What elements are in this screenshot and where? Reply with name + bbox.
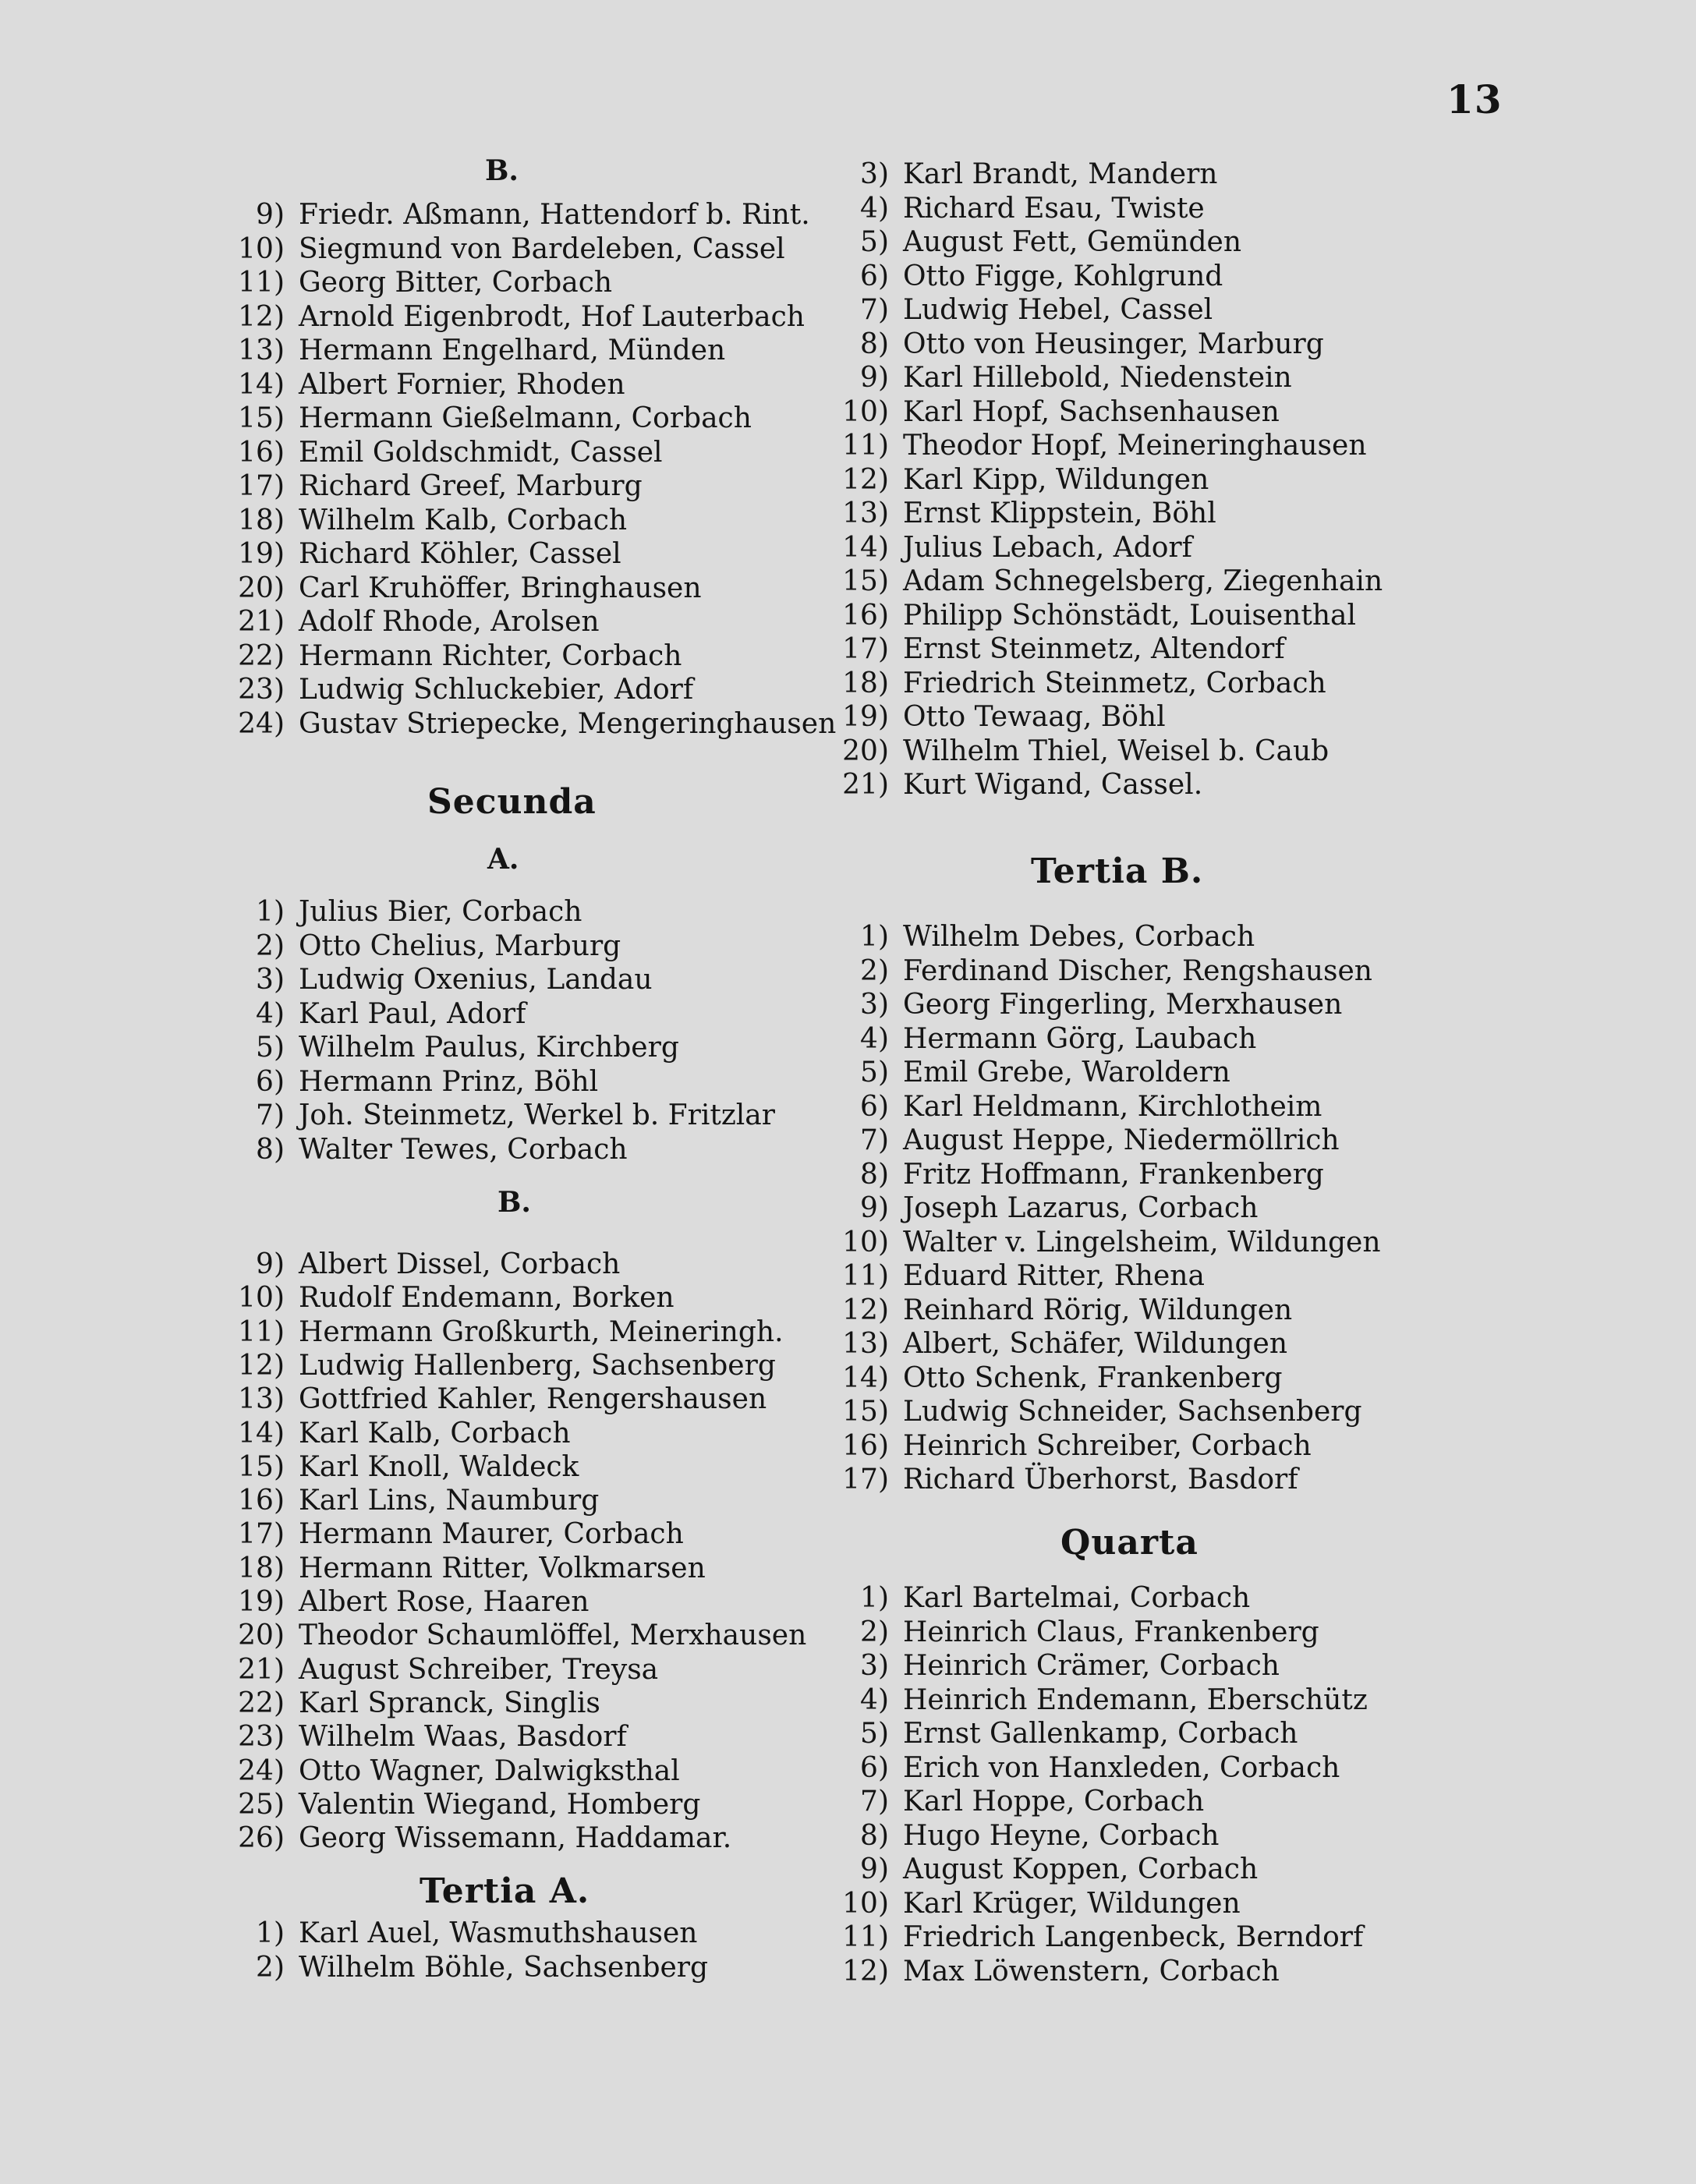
list-item — [819, 1616, 1319, 1649]
entry-name-place: Heinrich Crämer, Corbach — [903, 1650, 1280, 1682]
entry-name-place: Walter v. Lingelsheim, Wildungen — [903, 1226, 1381, 1258]
entry-number: 17) — [238, 470, 285, 502]
entry-name-place: Friedrich Langenbeck, Berndorf — [903, 1921, 1364, 1953]
entry-number: 1) — [860, 1582, 889, 1614]
entry-number: 13) — [842, 497, 889, 529]
entry-number: 9) — [256, 1248, 285, 1280]
list-item — [819, 565, 1383, 598]
list-item — [214, 1281, 675, 1315]
entry-name-place: Albert Dissel, Corbach — [299, 1248, 621, 1280]
list-item — [819, 1124, 1340, 1157]
entry-name-place: August Fett, Gemünden — [903, 226, 1242, 258]
list-item — [819, 1785, 1204, 1818]
entry-name-place: Karl Kipp, Wildungen — [903, 463, 1209, 496]
list-item — [819, 700, 1166, 734]
list-item — [819, 1327, 1287, 1361]
entry-name-place: Wilhelm Debes, Corbach — [903, 921, 1255, 953]
list-item — [214, 1417, 571, 1450]
entry-name-place: Richard Köhler, Cassel — [299, 538, 621, 570]
entry-number: 10) — [842, 1887, 889, 1920]
entry-name-place: August Koppen, Corbach — [903, 1853, 1259, 1885]
entry-name-place: Otto Wagner, Dalwigksthal — [299, 1754, 680, 1787]
list-item — [214, 1619, 806, 1652]
entry-number: 16) — [238, 1485, 285, 1517]
entry-name-place: Fritz Hoffmann, Frankenberg — [903, 1158, 1324, 1191]
list-item — [214, 469, 643, 503]
entry-number: 18) — [842, 667, 889, 699]
entry-number: 10) — [238, 232, 285, 265]
entry-name-place: Karl Auel, Wasmuthshausen — [299, 1917, 698, 1949]
entry-number: 19) — [238, 538, 285, 570]
entry-name-place: Walter Tewes, Corbach — [299, 1133, 628, 1166]
list-item — [214, 1382, 767, 1416]
entry-number: 19) — [842, 701, 889, 733]
list-item — [819, 954, 1372, 988]
entry-number: 16) — [238, 436, 285, 469]
entry-name-place: Wilhelm Kalb, Corbach — [299, 504, 628, 536]
entry-name-place: Richard Esau, Twiste — [903, 192, 1205, 225]
list-item — [214, 198, 810, 232]
entry-name-place: Karl Heldmann, Kirchlotheim — [903, 1090, 1322, 1123]
entry-number: 8) — [860, 1158, 889, 1191]
entry-number: 8) — [860, 327, 889, 360]
list-item — [819, 463, 1209, 497]
entry-number: 22) — [238, 1687, 285, 1719]
entry-name-place: Arnold Eigenbrodt, Hof Lauterbach — [299, 300, 805, 333]
entry-name-place: Ludwig Schneider, Sachsenberg — [903, 1396, 1362, 1428]
entry-name-place: Ernst Klippstein, Böhl — [903, 497, 1216, 529]
list-item — [214, 1349, 776, 1382]
entry-number: 9) — [860, 1192, 889, 1224]
list-item — [819, 1683, 1368, 1717]
entry-number: 24) — [238, 707, 285, 740]
list-item — [819, 1581, 1250, 1615]
entry-number: 4) — [860, 192, 889, 225]
list-item — [819, 1361, 1283, 1395]
entry-name-place: Otto Figge, Kohlgrund — [903, 260, 1223, 292]
list-item — [214, 572, 702, 605]
entry-number: 20) — [238, 1619, 285, 1652]
list-item — [214, 334, 725, 367]
list-item — [214, 1315, 784, 1349]
entry-name-place: Philipp Schönstädt, Louisenthal — [903, 599, 1357, 632]
entry-number: 5) — [860, 1718, 889, 1750]
entry-name-place: Otto Chelius, Marburg — [299, 929, 621, 962]
list-item — [214, 963, 653, 996]
entry-number: 17) — [842, 1464, 889, 1496]
entry-number: 14) — [842, 531, 889, 564]
entry-name-place: Emil Goldschmidt, Cassel — [299, 436, 663, 469]
list-item — [819, 1056, 1230, 1089]
list-item — [819, 327, 1324, 361]
entry-name-place: Karl Hoppe, Corbach — [903, 1786, 1205, 1818]
list-item — [819, 1649, 1280, 1683]
entry-name-place: Karl Hillebold, Niedenstein — [903, 362, 1292, 394]
entry-name-place: Ludwig Oxenius, Landau — [299, 964, 653, 996]
entry-name-place: Erich von Hanxleden, Corbach — [903, 1751, 1340, 1784]
entry-name-place: Hermann Görg, Laubach — [903, 1022, 1257, 1055]
entry-number: 6) — [860, 260, 889, 292]
entry-number: 10) — [842, 1226, 889, 1258]
entry-name-place: Ludwig Hebel, Cassel — [903, 294, 1213, 326]
list-item — [214, 402, 752, 435]
entry-number: 26) — [238, 1822, 285, 1855]
entry-number: 2) — [256, 1951, 285, 1984]
entry-number: 9) — [860, 362, 889, 394]
entry-name-place: Julius Lebach, Adorf — [903, 531, 1192, 564]
entry-name-place: Hermann Gießelmann, Corbach — [299, 402, 752, 434]
entry-name-place: Albert, Schäfer, Wildungen — [903, 1328, 1288, 1360]
entry-name-place: Ferdinand Discher, Rengshausen — [903, 954, 1372, 987]
entry-number: 14) — [238, 368, 285, 401]
entry-name-place: Reinhard Rörig, Wildungen — [903, 1294, 1293, 1326]
entry-number: 12) — [842, 1955, 889, 1988]
entry-number: 2) — [860, 954, 889, 987]
list-item — [214, 1031, 679, 1064]
subsection-heading-b: B. — [485, 154, 519, 187]
entry-name-place: Max Löwenstern, Corbach — [903, 1955, 1280, 1988]
entry-number: 12) — [238, 300, 285, 333]
list-item — [214, 1099, 775, 1132]
list-item — [214, 605, 600, 639]
entry-number: 13) — [842, 1328, 889, 1360]
entry-name-place: Wilhelm Thiel, Weisel b. Caub — [903, 734, 1330, 767]
section-title-secunda: Secunda — [427, 782, 597, 822]
list-item — [819, 1920, 1363, 1954]
entry-name-place: August Schreiber, Treysa — [299, 1653, 659, 1686]
list-item — [214, 266, 612, 299]
entry-number: 10) — [238, 1282, 285, 1315]
entry-name-place: Gustav Striepecke, Mengeringhausen — [299, 707, 837, 740]
entry-name-place: Hermann Großkurth, Meineringh. — [299, 1315, 784, 1348]
entry-number: 3) — [860, 989, 889, 1021]
entry-number: 7) — [860, 1124, 889, 1156]
list-item — [819, 361, 1292, 395]
entry-number: 10) — [842, 395, 889, 428]
entry-name-place: Wilhelm Waas, Basdorf — [299, 1721, 627, 1754]
list-item — [819, 1955, 1280, 1988]
entry-number: 3) — [860, 1650, 889, 1682]
list-item — [214, 537, 621, 571]
entry-number: 13) — [238, 1383, 285, 1416]
entry-number: 9) — [256, 199, 285, 231]
entry-number: 5) — [860, 226, 889, 258]
list-item — [214, 895, 582, 929]
list-item — [214, 232, 785, 266]
list-item — [819, 1022, 1256, 1056]
entry-name-place: Hermann Engelhard, Münden — [299, 335, 726, 366]
entry-number: 4) — [256, 997, 285, 1030]
list-item — [819, 667, 1326, 700]
entry-name-place: Eduard Ritter, Rhena — [903, 1260, 1205, 1292]
entry-name-place: Wilhelm Paulus, Kirchberg — [299, 1032, 679, 1064]
list-item — [819, 920, 1255, 954]
list-item — [819, 1819, 1219, 1853]
entry-name-place: Karl Brandt, Mandern — [903, 158, 1218, 190]
list-item — [819, 1887, 1241, 1920]
subsection-heading-b: B. — [497, 1186, 531, 1219]
entry-name-place: Karl Bartelmai, Corbach — [903, 1582, 1251, 1614]
entry-number: 21) — [238, 606, 285, 638]
entry-number: 3) — [860, 158, 889, 190]
list-item — [214, 1720, 627, 1754]
entry-name-place: Georg Fingerling, Merxhausen — [903, 989, 1343, 1021]
entry-number: 1) — [256, 896, 285, 928]
list-item — [819, 632, 1285, 666]
entry-number: 23) — [238, 674, 285, 706]
list-item — [819, 734, 1329, 768]
list-item — [214, 1754, 680, 1788]
entry-number: 22) — [238, 639, 285, 672]
list-item — [819, 1226, 1381, 1259]
entry-name-place: Otto von Heusinger, Marburg — [903, 327, 1324, 360]
entry-name-place: Theodor Schaumlöffel, Merxhausen — [299, 1619, 807, 1652]
entry-name-place: Joseph Lazarus, Corbach — [903, 1192, 1259, 1224]
list-item — [819, 1853, 1258, 1886]
entry-number: 3) — [256, 964, 285, 996]
entry-number: 7) — [860, 1786, 889, 1818]
list-item — [214, 300, 805, 334]
entry-number: 13) — [238, 335, 285, 366]
entry-name-place: Karl Kalb, Corbach — [299, 1417, 571, 1450]
entry-name-place: Joh. Steinmetz, Werkel b. Fritzlar — [299, 1099, 775, 1131]
entry-number: 8) — [256, 1133, 285, 1166]
list-item — [819, 1429, 1312, 1463]
entry-name-place: Theodor Hopf, Meineringhausen — [903, 430, 1367, 462]
entry-number: 1) — [860, 921, 889, 953]
entry-name-place: Carl Kruhöffer, Bringhausen — [299, 572, 702, 604]
entry-number: 24) — [238, 1754, 285, 1787]
entry-number: 17) — [842, 633, 889, 665]
list-item — [214, 1484, 599, 1517]
section-title-tertia-b: Tertia B. — [1031, 851, 1204, 891]
list-item — [819, 599, 1356, 632]
list-item — [214, 368, 625, 402]
entry-name-place: Friedr. Aßmann, Hattendorf b. Rint. — [299, 199, 810, 231]
list-item — [214, 1552, 706, 1585]
entry-name-place: Albert Fornier, Rhoden — [299, 368, 625, 401]
entry-name-place: Hermann Ritter, Volkmarsen — [299, 1552, 706, 1584]
entry-number: 11) — [238, 1315, 285, 1348]
list-item — [819, 988, 1342, 1021]
entry-number: 16) — [842, 599, 889, 632]
entry-name-place: Adolf Rhode, Arolsen — [299, 606, 600, 638]
entry-number: 6) — [860, 1751, 889, 1784]
section-title-quarta: Quarta — [1060, 1523, 1199, 1563]
entry-number: 15) — [238, 1450, 285, 1483]
list-item — [819, 768, 1202, 802]
list-item — [214, 1687, 600, 1720]
entry-number: 5) — [860, 1057, 889, 1088]
entry-number: 8) — [860, 1819, 889, 1852]
entry-name-place: Ludwig Schluckebier, Adorf — [299, 674, 694, 706]
entry-number: 15) — [238, 402, 285, 434]
list-item — [214, 997, 526, 1031]
entry-number: 20) — [842, 734, 889, 767]
entry-name-place: Karl Spranck, Singlis — [299, 1687, 600, 1719]
entry-name-place: Ernst Gallenkamp, Corbach — [903, 1718, 1298, 1750]
entry-name-place: August Heppe, Niedermöllrich — [903, 1124, 1340, 1156]
entry-number: 4) — [860, 1683, 889, 1716]
entry-name-place: Otto Schenk, Frankenberg — [903, 1361, 1283, 1394]
list-item — [214, 1133, 628, 1166]
entry-name-place: Rudolf Endemann, Borken — [299, 1282, 675, 1315]
entry-name-place: Hermann Maurer, Corbach — [299, 1518, 684, 1551]
entry-number: 7) — [860, 294, 889, 326]
entry-number: 1) — [256, 1917, 285, 1949]
entry-number: 2) — [860, 1616, 889, 1648]
entry-number: 20) — [238, 572, 285, 604]
entry-number: 19) — [238, 1586, 285, 1618]
entry-name-place: Siegmund von Bardeleben, Cassel — [299, 232, 785, 265]
entry-number: 4) — [860, 1022, 889, 1055]
entry-number: 11) — [842, 1921, 889, 1953]
list-item — [819, 395, 1280, 429]
entry-number: 16) — [842, 1429, 889, 1462]
entry-number: 15) — [842, 1396, 889, 1428]
entry-name-place: Karl Hopf, Sachsenhausen — [903, 395, 1280, 428]
entry-number: 12) — [238, 1349, 285, 1382]
entry-name-place: Gottfried Kahler, Rengershausen — [299, 1383, 767, 1416]
entry-number: 11) — [842, 430, 889, 462]
entry-name-place: Ernst Steinmetz, Altendorf — [903, 633, 1285, 665]
list-item — [214, 1653, 658, 1687]
entry-name-place: Emil Grebe, Waroldern — [903, 1057, 1230, 1088]
entry-number: 9) — [860, 1853, 889, 1885]
entry-name-place: Kurt Wigand, Cassel. — [903, 769, 1203, 801]
entry-number: 12) — [842, 1294, 889, 1326]
entry-name-place: Wilhelm Böhle, Sachsenberg — [299, 1951, 709, 1984]
list-item — [819, 192, 1205, 225]
list-item — [214, 504, 627, 537]
entry-name-place: Hermann Prinz, Böhl — [299, 1065, 599, 1098]
entry-name-place: Karl Knoll, Waldeck — [299, 1450, 579, 1483]
entry-name-place: Ludwig Hallenberg, Sachsenberg — [299, 1349, 776, 1382]
list-item — [819, 497, 1216, 530]
entry-name-place: Heinrich Claus, Frankenberg — [903, 1616, 1319, 1648]
list-item — [819, 260, 1223, 293]
entry-name-place: Heinrich Schreiber, Corbach — [903, 1429, 1312, 1462]
entry-number: 14) — [842, 1361, 889, 1394]
list-item — [214, 929, 621, 963]
entry-name-place: Karl Krüger, Wildungen — [903, 1887, 1241, 1920]
section-title-tertia-a: Tertia A. — [420, 1871, 590, 1911]
entry-number: 12) — [842, 463, 889, 496]
entry-name-place: Hugo Heyne, Corbach — [903, 1819, 1220, 1852]
list-item — [819, 1191, 1258, 1225]
subsection-heading-a: A. — [487, 843, 519, 876]
entry-name-place: Hermann Richter, Corbach — [299, 639, 682, 672]
list-item — [214, 1821, 731, 1855]
entry-name-place: Richard Greef, Marburg — [299, 470, 643, 502]
list-item — [214, 1585, 589, 1619]
list-item — [819, 158, 1218, 191]
entry-number: 11) — [238, 267, 285, 299]
entry-number: 25) — [238, 1788, 285, 1821]
list-item — [819, 293, 1213, 327]
entry-number: 23) — [238, 1721, 285, 1754]
list-item — [819, 1158, 1324, 1191]
list-item — [214, 673, 693, 706]
list-item — [214, 1248, 620, 1281]
entry-number: 6) — [860, 1090, 889, 1123]
entry-number: 5) — [256, 1032, 285, 1064]
entry-name-place: Julius Bier, Corbach — [299, 896, 582, 928]
entry-name-place: Heinrich Endemann, Eberschütz — [903, 1683, 1368, 1716]
list-item — [214, 639, 682, 673]
entry-name-place: Albert Rose, Haaren — [299, 1586, 590, 1618]
list-item — [214, 1450, 579, 1484]
list-item — [819, 1259, 1205, 1293]
entry-number: 18) — [238, 504, 285, 536]
entry-name-place: Adam Schnegelsberg, Ziegenhain — [903, 565, 1383, 597]
list-item — [214, 1065, 598, 1099]
entry-name-place: Richard Überhorst, Basdorf — [903, 1464, 1298, 1496]
entry-number: 7) — [256, 1099, 285, 1131]
list-item — [819, 1463, 1298, 1496]
entry-name-place: Georg Wissemann, Haddamar. — [299, 1822, 732, 1855]
list-item — [819, 429, 1367, 462]
list-item — [819, 1294, 1292, 1327]
list-item — [819, 1751, 1340, 1785]
entry-name-place: Karl Paul, Adorf — [299, 997, 526, 1030]
list-item — [214, 1788, 700, 1821]
list-item — [214, 1517, 684, 1551]
entry-number: 14) — [238, 1417, 285, 1450]
entry-number: 15) — [842, 565, 889, 597]
entry-name-place: Georg Bitter, Corbach — [299, 267, 613, 299]
entry-name-place: Karl Lins, Naumburg — [299, 1485, 600, 1517]
entry-name-place: Valentin Wiegand, Homberg — [299, 1788, 701, 1821]
page-number: 13 — [1446, 76, 1503, 122]
list-item — [819, 531, 1192, 565]
entry-number: 11) — [842, 1260, 889, 1292]
entry-name-place: Friedrich Steinmetz, Corbach — [903, 667, 1326, 699]
entry-number: 21) — [842, 769, 889, 801]
list-item — [214, 1951, 708, 1984]
list-item — [214, 1917, 697, 1950]
entry-number: 2) — [256, 929, 285, 962]
entry-number: 21) — [238, 1653, 285, 1686]
entry-number: 17) — [238, 1518, 285, 1551]
list-item — [819, 225, 1241, 259]
list-item — [819, 1090, 1322, 1124]
list-item — [214, 707, 836, 741]
list-item — [214, 436, 663, 469]
entry-number: 18) — [238, 1552, 285, 1584]
entry-number: 6) — [256, 1065, 285, 1098]
list-item — [819, 1395, 1362, 1428]
entry-name-place: Otto Tewaag, Böhl — [903, 701, 1166, 733]
list-item — [819, 1717, 1298, 1750]
